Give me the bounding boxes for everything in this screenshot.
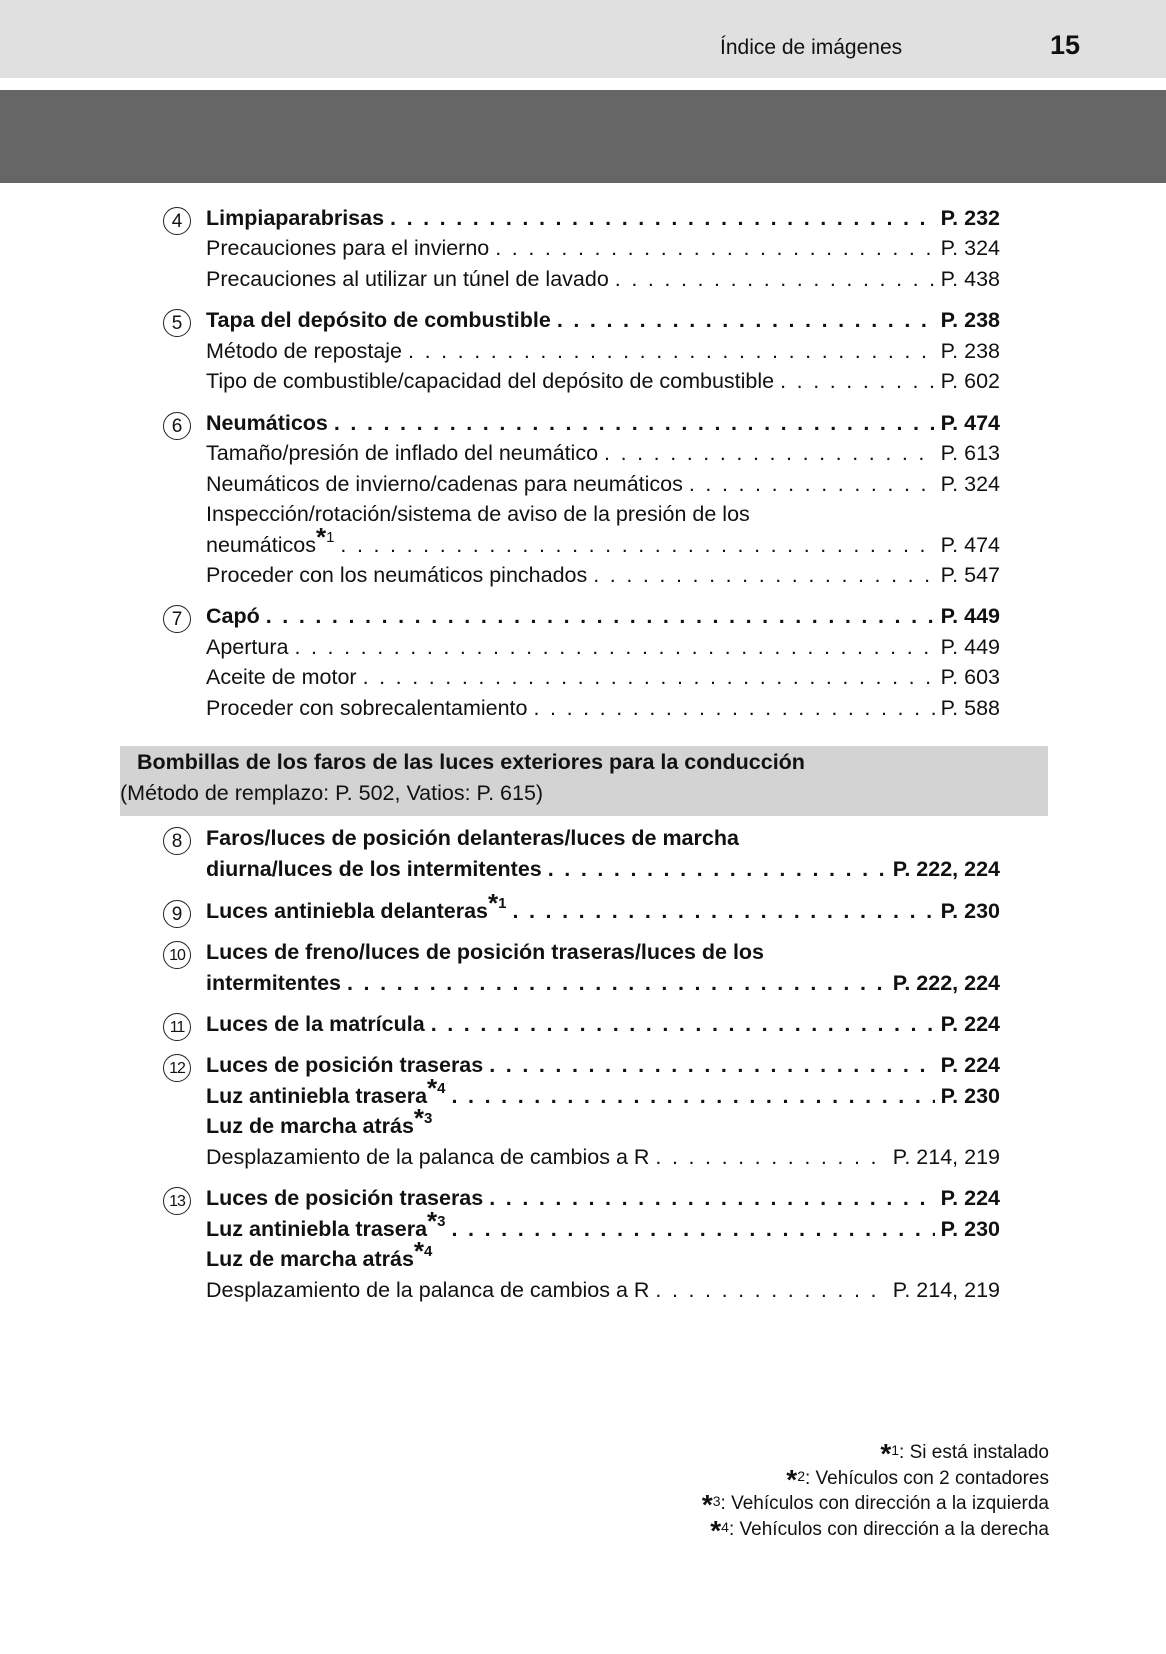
entry-text: Precauciones al utilizar un túnel de lavado (206, 267, 609, 291)
leader-dots (390, 203, 935, 234)
footnote-ref (315, 522, 335, 552)
asterisk-mark: * (427, 1206, 438, 1236)
index-entry (206, 469, 1000, 500)
entry-text: Tapa del depósito de combustible (206, 308, 551, 332)
leader-dots (557, 305, 935, 336)
index-entry (206, 366, 1000, 397)
section-title: Índice de imágenes (720, 36, 903, 59)
index-entry (206, 438, 1000, 469)
leader-dots (431, 1009, 935, 1040)
entry-page: P. 438 (940, 267, 1000, 291)
entry-text: Tipo de combustible/capacidad del depósito de combustible (206, 369, 775, 393)
entry-text (206, 1073, 446, 1112)
entry-page: P. 603 (940, 665, 1000, 689)
entry-text (206, 1236, 433, 1275)
leader-dots (548, 854, 887, 885)
entry-text: Capó (206, 604, 260, 628)
entry-page: P. 324 (940, 472, 1000, 496)
page-number: 15 (1050, 30, 1081, 60)
entry-page: P. 588 (940, 696, 1000, 720)
index-entry (206, 632, 1000, 663)
footnote-number: 1 (891, 1442, 900, 1458)
index-entry (206, 1073, 1000, 1112)
footnote-number: 4 (721, 1519, 729, 1535)
asterisk-mark: * (315, 522, 327, 552)
footnote-ref-number: 1 (326, 529, 335, 546)
leader-dots (495, 233, 934, 264)
entry-page: P. 214, 219 (892, 1145, 1000, 1169)
footnote-number: 2 (797, 1468, 805, 1484)
index-entry (206, 662, 1000, 693)
entry-text: Apertura (206, 635, 289, 659)
item-number-10: 10 (163, 941, 191, 969)
footnote-text: : Vehículos con dirección a la izquierda (720, 1493, 1049, 1514)
index-entry (206, 1050, 1000, 1081)
item-number-6: 6 (163, 412, 191, 440)
footnote-text: : Si está instalado (899, 1442, 1049, 1463)
leader-dots (334, 408, 935, 439)
asterisk-mark: * (427, 1073, 438, 1103)
index-entry (206, 305, 1000, 336)
index-entry (206, 522, 1000, 561)
leader-dots (408, 336, 935, 367)
index-entry (206, 560, 1000, 591)
asterisk-mark: * (488, 888, 499, 918)
index-entry (206, 1206, 1000, 1245)
entry-page: P. 224 (940, 1053, 1000, 1077)
entry-page: P. 214, 219 (892, 1278, 1000, 1302)
entry-text (206, 1103, 433, 1142)
entry-page: P. 222, 224 (892, 971, 1000, 995)
entry-page: P. 449 (940, 604, 1000, 628)
entry-text: Tamaño/presión de inflado del neumático (206, 441, 599, 465)
leader-dots (689, 469, 935, 500)
entry-text (206, 888, 507, 927)
index-entry (206, 233, 1000, 264)
entry-label: Luz de marcha atrás (206, 1114, 414, 1138)
entry-text: Faros/luces de posición delanteras/luces de marcha (206, 826, 739, 850)
index-entry (206, 1142, 1000, 1173)
leader-dots (363, 662, 935, 693)
asterisk-mark: * (880, 1438, 892, 1469)
asterisk-mark: * (786, 1464, 798, 1495)
footnote-text: : Vehículos con 2 contadores (805, 1468, 1049, 1489)
item-number-11: 11 (163, 1013, 191, 1041)
leader-dots (489, 1183, 934, 1214)
entry-page: P. 222, 224 (892, 857, 1000, 881)
entry-page: P. 238 (940, 339, 1000, 363)
footnote-ref (427, 1206, 446, 1236)
item-number-4: 4 (163, 207, 191, 235)
asterisk-mark: * (710, 1515, 722, 1546)
header-bar (0, 0, 1166, 78)
index-entry (206, 1009, 1000, 1040)
entry-label: Luz antiniebla trasera (206, 1084, 428, 1108)
leader-dots (452, 1214, 935, 1245)
entry-text: Precauciones para el invierno (206, 236, 490, 260)
leader-dots (489, 1050, 934, 1081)
leader-dots (655, 1142, 886, 1173)
index-entry (206, 1275, 1000, 1306)
entry-text: Desplazamiento de la palanca de cambios a R (206, 1145, 650, 1169)
footnote-ref (413, 1103, 433, 1133)
index-entry (206, 336, 1000, 367)
entry-text: Proceder con los neumáticos pinchados (206, 563, 588, 587)
footnote-ref (488, 888, 507, 918)
entry-page: P. 230 (940, 1084, 1000, 1108)
entry-text: Aceite de motor (206, 665, 357, 689)
footnote-ref-number: 4 (437, 1080, 446, 1097)
entry-text: Proceder con sobrecalentamiento (206, 696, 528, 720)
index-entry (206, 203, 1000, 234)
entry-label: Luz antiniebla trasera (206, 1217, 428, 1241)
leader-dots (604, 438, 935, 469)
footnote-ref (413, 1236, 433, 1266)
entry-page: P. 547 (940, 563, 1000, 587)
footnote-ref-number: 1 (498, 895, 507, 912)
entry-text: Neumáticos de invierno/cadenas para neumáticos (206, 472, 683, 496)
leader-dots (294, 632, 934, 663)
entry-page: P. 449 (940, 635, 1000, 659)
footnote-ref-number: 4 (424, 1243, 433, 1260)
entry-text: Luces de la matrícula (206, 1012, 425, 1036)
entry-page: P. 232 (940, 206, 1000, 230)
bulbs-section-subtitle: (Método de remplazo: P. 502, Vatios: P. 615) (120, 781, 544, 805)
entry-page: P. 474 (940, 533, 1000, 557)
entry-text: intermitentes (206, 971, 342, 995)
entry-page: P. 224 (940, 1186, 1000, 1210)
entry-page: P. 602 (940, 369, 1000, 393)
index-entry (206, 408, 1000, 439)
entry-text: Luces de posición traseras (206, 1053, 484, 1077)
entry-text: Luces de freno/luces de posición traseras/luces de los (206, 940, 765, 964)
item-number-13: 13 (163, 1187, 191, 1215)
entry-page: P. 474 (940, 411, 1000, 435)
entry-page: P. 230 (940, 1217, 1000, 1241)
item-number-12: 12 (163, 1054, 191, 1082)
leader-dots (512, 896, 934, 927)
entry-label: Luz de marcha atrás (206, 1247, 414, 1271)
entry-label: Luces antiniebla delanteras (206, 899, 488, 923)
leader-dots (340, 530, 934, 561)
asterisk-mark: * (413, 1236, 425, 1266)
leader-dots (534, 693, 935, 724)
leader-dots (266, 601, 935, 632)
index-entry (206, 888, 1000, 927)
leader-dots (780, 366, 934, 397)
entry-text: diurna/luces de los intermitentes (206, 857, 542, 881)
entry-text: Desplazamiento de la palanca de cambios a R (206, 1278, 650, 1302)
footnote (710, 1510, 1049, 1546)
index-entry (206, 601, 1000, 632)
entry-page: P. 238 (940, 308, 1000, 332)
entry-text (206, 1206, 446, 1245)
footnote-text: : Vehículos con dirección a la derecha (728, 1519, 1049, 1540)
entry-page: P. 613 (940, 441, 1000, 465)
entry-text: Método de repostaje (206, 339, 403, 363)
footnote-ref (427, 1073, 446, 1103)
asterisk-mark: * (701, 1489, 713, 1520)
entry-text (206, 522, 335, 561)
item-number-7: 7 (163, 605, 191, 633)
item-number-5: 5 (163, 309, 191, 337)
entry-text: Neumáticos (206, 411, 328, 435)
header-band (0, 90, 1166, 183)
entry-page: P. 224 (940, 1012, 1000, 1036)
entry-label: neumáticos (206, 533, 316, 557)
entry-text: Limpiaparabrisas (206, 206, 385, 230)
index-entry (206, 854, 1000, 885)
entry-text: Inspección/rotación/sistema de aviso de la presión de los (206, 502, 750, 526)
entry-text: Luces de posición traseras (206, 1186, 484, 1210)
leader-dots (452, 1081, 935, 1112)
header-divider (0, 78, 1166, 90)
index-entry (206, 693, 1000, 724)
index-entry (206, 1183, 1000, 1214)
footnote-number: 3 (712, 1493, 721, 1509)
leader-dots (655, 1275, 886, 1306)
entry-page: P. 230 (940, 899, 1000, 923)
item-number-9: 9 (163, 900, 191, 928)
item-number-8: 8 (163, 827, 191, 855)
leader-dots (347, 968, 887, 999)
leader-dots (615, 264, 935, 295)
index-entry (206, 968, 1000, 999)
leader-dots (593, 560, 934, 591)
footnote-ref-number: 3 (424, 1110, 433, 1127)
asterisk-mark: * (413, 1103, 425, 1133)
index-entry (206, 264, 1000, 295)
footnote-ref-number: 3 (437, 1213, 446, 1230)
entry-page: P. 324 (940, 236, 1000, 260)
bulbs-section-title: Bombillas de los faros de las luces exteriores para la conducción (137, 750, 805, 774)
